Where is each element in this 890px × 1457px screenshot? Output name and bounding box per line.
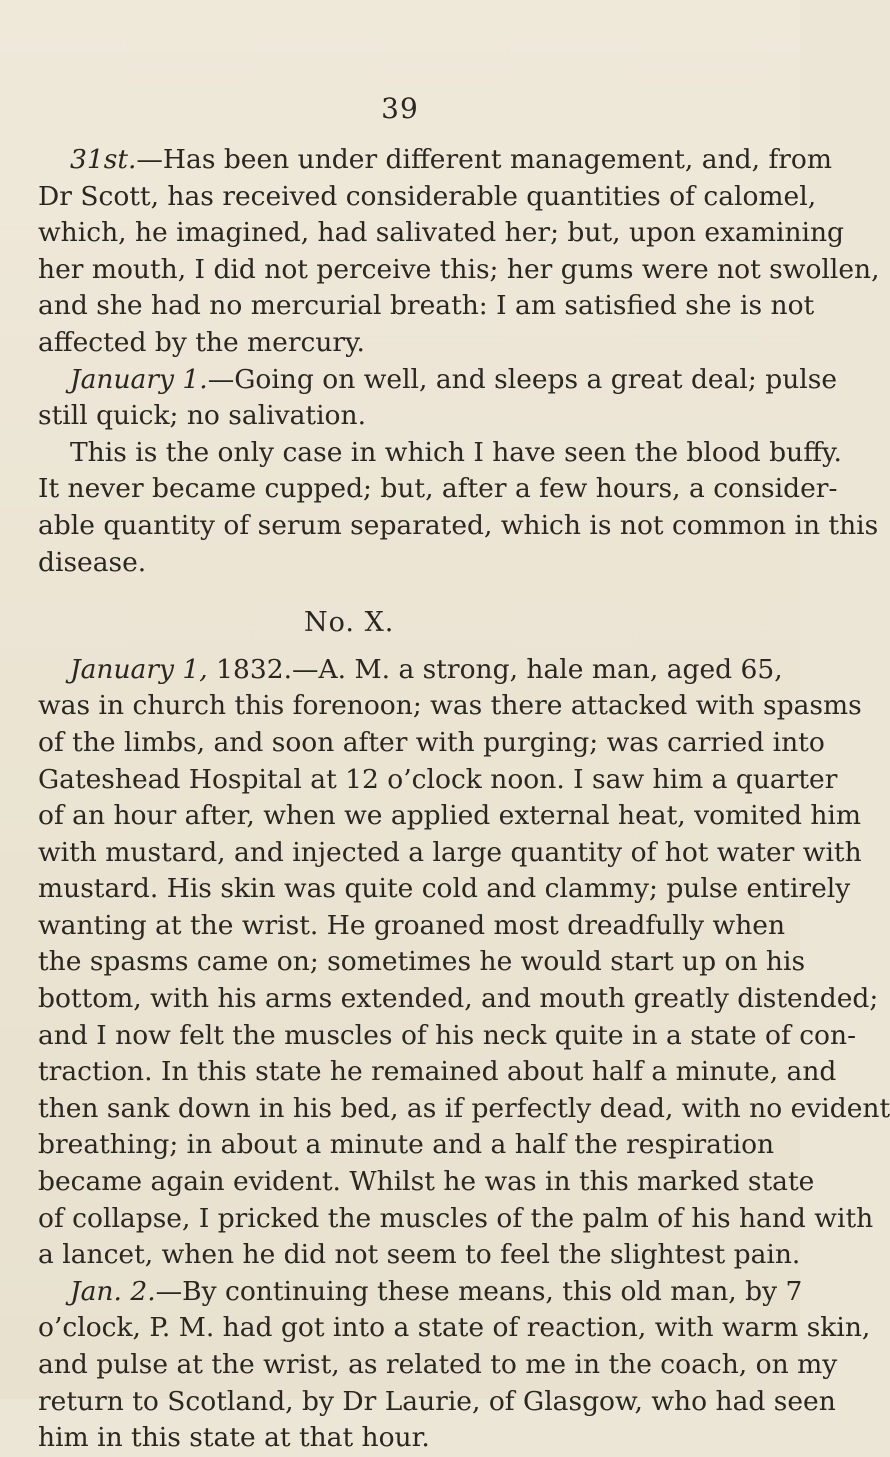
line-text: affected by the mercury. xyxy=(38,326,365,358)
text-line xyxy=(38,545,762,582)
line-text: of collapse, I pricked the muscles of the palm of his hand with xyxy=(38,1202,874,1234)
line-text: able quantity of serum separated, which is not common in this xyxy=(38,509,879,541)
text-line xyxy=(38,142,833,179)
paragraph xyxy=(38,435,879,581)
paragraph xyxy=(38,1274,871,1457)
line-text: and I now felt the muscles of his neck quite in a state of con- xyxy=(38,1019,857,1051)
line-text: still quick; no salivation. xyxy=(38,400,366,432)
text-line xyxy=(38,288,815,325)
line-text: o’clock, P. M. had got into a state of reaction, with warm skin, xyxy=(38,1312,871,1344)
text-line xyxy=(38,908,786,945)
line-text: then sank down in his bed, as if perfectly dead, with no evident xyxy=(38,1092,890,1124)
text-line xyxy=(38,215,845,252)
text-line xyxy=(38,1164,815,1201)
intro-section xyxy=(38,142,880,581)
line-text: mustard. His skin was quite cold and clammy; pulse entirely xyxy=(38,873,851,905)
case-section xyxy=(38,652,890,1457)
text-line xyxy=(38,1018,857,1055)
text-line xyxy=(38,471,838,508)
line-text: traction. In this state he remained about half a minute, and xyxy=(38,1056,837,1088)
text-line xyxy=(38,871,851,908)
line-text: It never became cupped; but, after a few hours, a consider- xyxy=(38,473,838,505)
text-line xyxy=(38,1091,890,1128)
text-line xyxy=(38,835,862,872)
line-text: him in this state at that hour. xyxy=(38,1422,430,1454)
case-heading: No. X. xyxy=(304,607,395,639)
line-text: with mustard, and injected a large quantity of hot water with xyxy=(38,836,862,868)
text-line xyxy=(38,944,806,981)
line-text: This is the only case in which I have seen the blood buffy. xyxy=(70,436,842,468)
text-line xyxy=(38,762,838,799)
line-text: and pulse at the wrist, as related to me in the coach, on my xyxy=(38,1349,838,1380)
paragraph xyxy=(38,142,880,362)
paragraph xyxy=(38,652,890,1274)
line-text: her mouth, I did not perceive this; her gums were not swollen, xyxy=(38,253,880,285)
line-text: return to Scotland, by Dr Laurie, of Glasgow, who had seen xyxy=(38,1385,836,1417)
line-text: of an hour after, when we applied external heat, vomited him xyxy=(38,800,862,832)
line-text: which, he imagined, had salivated her; but, upon examining xyxy=(38,217,845,249)
paragraph xyxy=(38,362,838,435)
text-line xyxy=(38,179,817,216)
line-text: disease. xyxy=(38,546,147,578)
text-line xyxy=(38,252,880,289)
text-line xyxy=(38,1127,775,1164)
line-text: Gateshead Hospital at 12 o’clock noon. I saw him a quarter xyxy=(38,763,838,795)
text-line xyxy=(38,1420,762,1457)
body-text xyxy=(38,142,890,1457)
line-text: breathing; in about a minute and a half the respiration xyxy=(38,1129,775,1161)
line-text: —Has been under different management, and, from xyxy=(136,144,833,175)
italic-date: Jan. 2. xyxy=(70,1275,156,1307)
line-text: was in church this forenoon; was there attacked with spasms xyxy=(38,690,862,722)
page-number: 39 xyxy=(381,92,419,125)
text-line xyxy=(38,1310,871,1347)
line-text: 1832.—A. M. a strong, hale man, aged 65, xyxy=(207,653,783,685)
line-text: wanting at the wrist. He groaned most dreadfully when xyxy=(38,909,786,941)
text-line xyxy=(38,1201,874,1238)
text-line xyxy=(38,798,862,835)
line-text: and she had no mercurial breath: I am satisfied she is not xyxy=(38,290,815,322)
text-line xyxy=(38,1054,837,1091)
line-text: of the limbs, and soon after with purging; was carried into xyxy=(38,726,825,758)
text-line xyxy=(38,1237,801,1274)
line-text: Dr Scott, has received considerable quantities of calomel, xyxy=(38,180,817,212)
text-line xyxy=(38,1274,803,1311)
italic-date: January 1. xyxy=(70,363,208,395)
text-line xyxy=(38,325,762,362)
line-text: a lancet, when he did not seem to feel the slightest pain. xyxy=(38,1239,801,1271)
text-line xyxy=(38,1347,838,1384)
italic-date: 31st. xyxy=(70,144,137,175)
line-text: bottom, with his arms extended, and mouth greatly distended; xyxy=(38,983,879,1015)
text-line xyxy=(38,362,838,399)
text-line xyxy=(38,508,879,545)
line-text: became again evident. Whilst he was in this marked state xyxy=(38,1166,815,1198)
text-line xyxy=(38,652,783,689)
text-line xyxy=(38,435,842,472)
text-line xyxy=(38,725,825,762)
italic-date: January 1, xyxy=(70,653,208,685)
line-text: —Going on well, and sleeps a great deal; pulse xyxy=(207,363,838,395)
text-line xyxy=(38,1384,836,1421)
text-line xyxy=(38,398,762,435)
text-line xyxy=(38,688,862,725)
line-text: the spasms came on; sometimes he would start up on his xyxy=(38,946,806,978)
text-line xyxy=(38,981,879,1018)
line-text: —By continuing these means, this old man, by 7 xyxy=(155,1275,803,1307)
